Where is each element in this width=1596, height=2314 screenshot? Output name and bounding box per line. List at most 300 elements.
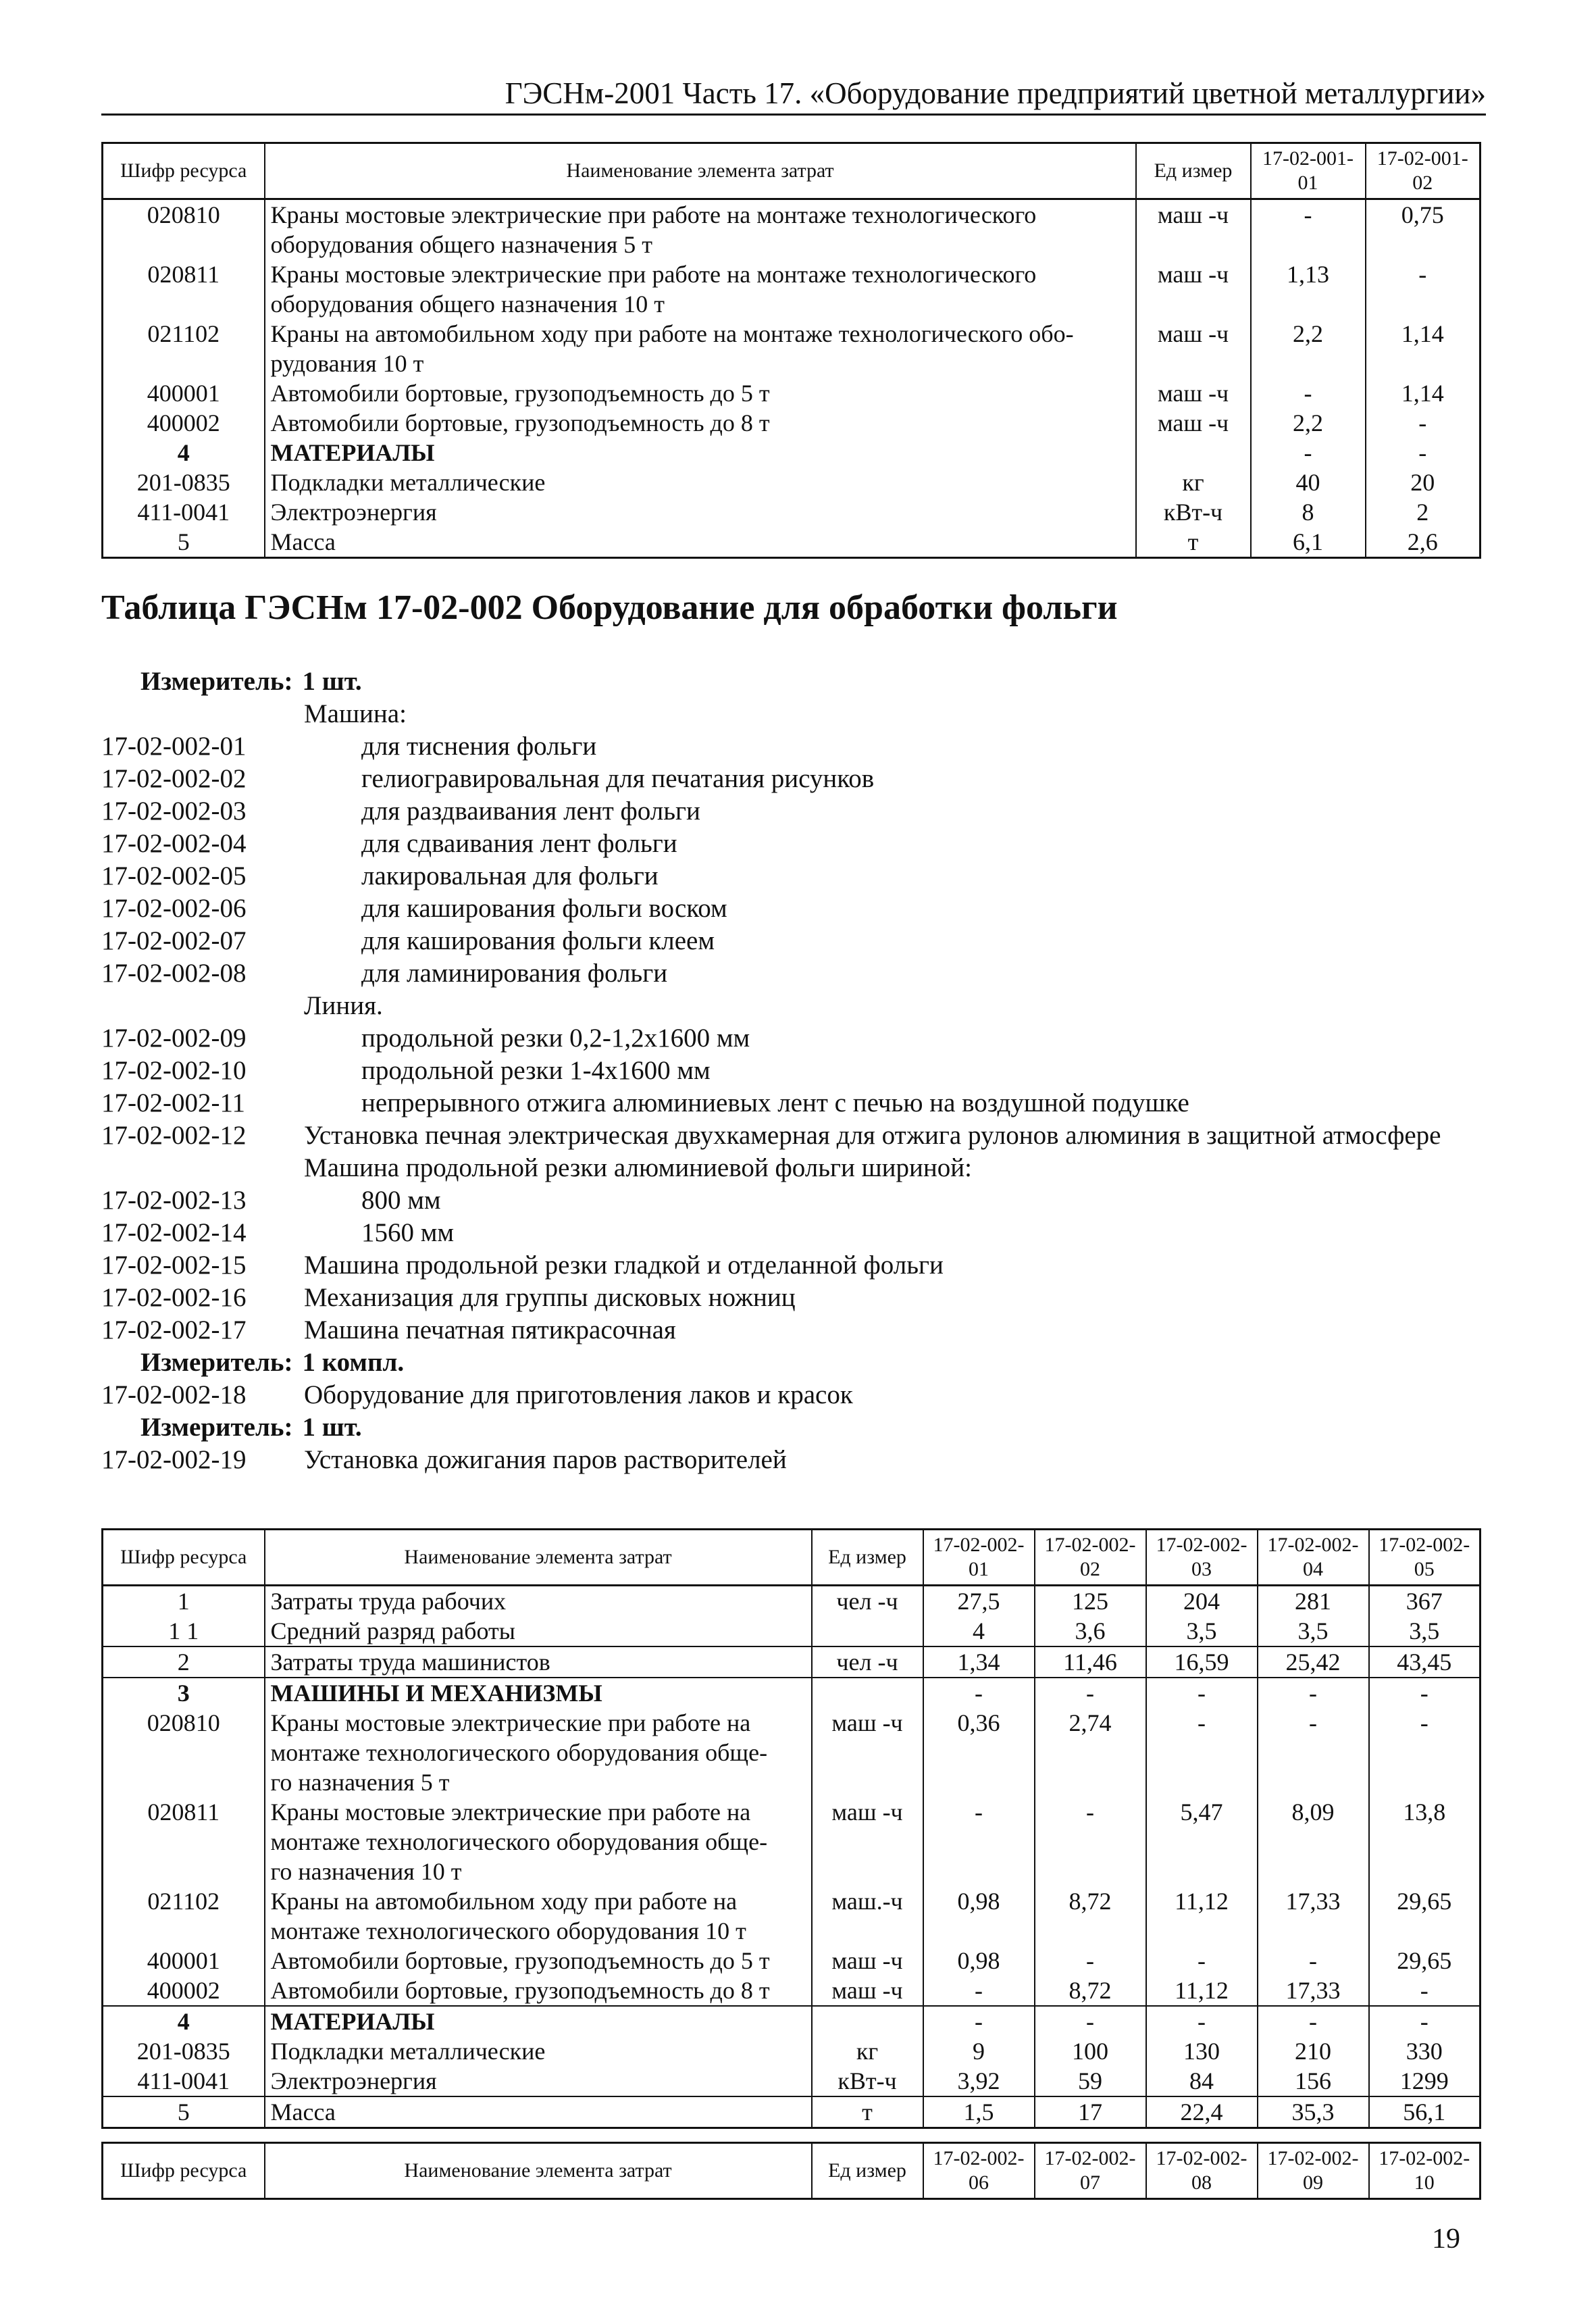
col-norm: 17-02-002-03	[1146, 1530, 1258, 1586]
table-row	[103, 527, 1481, 558]
norm-value: 22,4	[1146, 2096, 1258, 2128]
unit	[812, 1616, 923, 1646]
norm-value: -	[1251, 378, 1366, 408]
resource-code: 020811	[103, 1797, 265, 1886]
unit: т	[812, 2096, 923, 2128]
table-row	[103, 1586, 1481, 1617]
name-line: Краны мостовые электрические при работе на	[270, 1709, 751, 1736]
list-row	[101, 698, 1472, 730]
resource-name	[265, 2066, 812, 2096]
table-row	[103, 1976, 1481, 2006]
norm-value: 17	[1035, 2096, 1146, 2128]
norm-code: 17-02-002-02	[101, 764, 247, 793]
resource-name	[265, 408, 1136, 438]
col-unit: Ед измер	[812, 1530, 923, 1586]
norm-code: 17-02-002-13	[101, 1186, 247, 1215]
resource-table-001	[101, 142, 1481, 559]
table-row	[103, 1678, 1481, 1708]
norm-code: 17-02-002-05	[101, 861, 247, 890]
norm-value: -	[1035, 1797, 1146, 1886]
list-row	[101, 828, 1472, 860]
norm-value: 29,65	[1369, 1886, 1481, 1946]
name-line: МАТЕРИАЛЫ	[270, 2008, 435, 2035]
unit	[812, 1678, 923, 1708]
resource-code: 1	[103, 1586, 265, 1617]
col-name: Наименование элемента затрат	[265, 143, 1136, 199]
norm-value: 56,1	[1369, 2096, 1481, 2128]
norm-value: 2,74	[1035, 1708, 1146, 1797]
resource-code: 400002	[103, 1976, 265, 2006]
unit: чел -ч	[812, 1646, 923, 1678]
norm-value: 1,5	[923, 2096, 1035, 2128]
col-norm: 17-02-002-05	[1369, 1530, 1481, 1586]
unit: чел -ч	[812, 1586, 923, 1617]
norm-title: гелиогравировальная для печатания рисунков	[361, 764, 875, 793]
measure-label: Измеритель:	[140, 1348, 293, 1377]
table-row	[103, 1616, 1481, 1646]
col-norm: 17-02-002-01	[923, 1530, 1035, 1586]
norm-value: -	[923, 2006, 1035, 2036]
resource-code: 021102	[103, 319, 265, 378]
norm-code: 17-02-002-09	[101, 1024, 247, 1053]
resource-name	[265, 199, 1136, 260]
resource-table-002a	[101, 1528, 1481, 2129]
name-line: Масса	[270, 528, 336, 555]
norm-value: -	[1146, 2006, 1258, 2036]
table-row	[103, 497, 1481, 527]
list-row	[101, 730, 1472, 763]
norm-value: 281	[1258, 1586, 1369, 1617]
norm-title: 1560 мм	[361, 1218, 455, 1247]
col-norm: 17-02-002-04	[1258, 1530, 1369, 1586]
norm-value: 13,8	[1369, 1797, 1481, 1886]
unit	[1136, 438, 1251, 468]
col-norm: 17-02-002-09	[1258, 2143, 1369, 2199]
unit: кг	[1136, 468, 1251, 497]
name-line: го назначения 5 т	[270, 1769, 450, 1796]
resource-name	[265, 1646, 812, 1678]
col-code: Шифр ресурса	[103, 143, 265, 199]
group-heading: Линия.	[304, 991, 383, 1020]
norm-value: -	[923, 1797, 1035, 1886]
norm-value: 11,12	[1146, 1976, 1258, 2006]
col-name: Наименование элемента затрат	[265, 2143, 812, 2199]
norm-value: -	[1369, 1708, 1481, 1797]
resource-code: 020810	[103, 1708, 265, 1797]
table-row	[103, 199, 1481, 260]
norm-value: 0,98	[923, 1946, 1035, 1976]
norm-code: 17-02-002-17	[101, 1315, 247, 1344]
resource-code: 1 1	[103, 1616, 265, 1646]
table-row	[103, 2066, 1481, 2096]
name-line: монтаже технологического оборудования обще-	[270, 1739, 768, 1766]
norm-value: 156	[1258, 2066, 1369, 2096]
list-row	[101, 925, 1472, 957]
norm-code: 17-02-002-15	[101, 1251, 247, 1280]
norm-value: 100	[1035, 2036, 1146, 2066]
norm-value: -	[1369, 1976, 1481, 2006]
norm-value: 43,45	[1369, 1646, 1481, 1678]
resource-code: 020811	[103, 259, 265, 319]
resource-name	[265, 497, 1136, 527]
norm-value: 6,1	[1251, 527, 1366, 558]
table-row	[103, 1797, 1481, 1886]
norm-value: 0,75	[1366, 199, 1481, 260]
norm-value: 20	[1366, 468, 1481, 497]
list-row	[101, 860, 1472, 892]
norm-value: -	[1258, 1708, 1369, 1797]
norm-value: 2,2	[1251, 319, 1366, 378]
table-row	[103, 2006, 1481, 2036]
list-row	[101, 1217, 1472, 1249]
unit: кВт-ч	[812, 2066, 923, 2096]
resource-name	[265, 1976, 812, 2006]
table-row	[103, 2036, 1481, 2066]
norm-value: -	[1251, 438, 1366, 468]
table-row	[103, 408, 1481, 438]
measure-value: 1 шт.	[302, 1413, 362, 1442]
list-row	[101, 763, 1472, 795]
col-norm: 17-02-002-02	[1035, 1530, 1146, 1586]
norm-title: Машина печатная пятикрасочная	[304, 1315, 676, 1344]
norm-value: 210	[1258, 2036, 1369, 2066]
measure-value: 1 компл.	[302, 1348, 405, 1377]
resource-code: 400001	[103, 1946, 265, 1976]
norm-title: продольной резки 0,2-1,2х1600 мм	[361, 1024, 750, 1053]
list-row	[101, 1379, 1472, 1411]
resource-name	[265, 378, 1136, 408]
norm-value: 367	[1369, 1586, 1481, 1617]
col-code: Шифр ресурса	[103, 2143, 265, 2199]
list-row	[101, 1314, 1472, 1347]
unit: маш -ч	[1136, 378, 1251, 408]
norm-value: 2,2	[1251, 408, 1366, 438]
norm-value: 8,72	[1035, 1886, 1146, 1946]
name-line: Краны мостовые электрические при работе на монтаже технологического	[270, 261, 1037, 288]
norm-value: 25,42	[1258, 1646, 1369, 1678]
norm-value: 1299	[1369, 2066, 1481, 2096]
list-row	[101, 1022, 1472, 1055]
list-row	[101, 665, 1472, 698]
list-row	[101, 1055, 1472, 1087]
norm-code: 17-02-002-18	[101, 1380, 247, 1409]
norm-code: 17-02-002-12	[101, 1121, 247, 1150]
name-line: го назначения 10 т	[270, 1858, 462, 1885]
norm-value: 27,5	[923, 1586, 1035, 1617]
norm-value: 330	[1369, 2036, 1481, 2066]
norm-value: 8	[1251, 497, 1366, 527]
norm-code: 17-02-002-06	[101, 894, 247, 923]
norm-value: -	[923, 1976, 1035, 2006]
norm-value: 125	[1035, 1586, 1146, 1617]
norm-title: 800 мм	[361, 1186, 441, 1215]
page-number: 19	[1432, 2223, 1460, 2255]
norm-code: 17-02-002-14	[101, 1218, 247, 1247]
unit: кВт-ч	[1136, 497, 1251, 527]
norm-code: 17-02-002-10	[101, 1056, 247, 1085]
resource-code: 4	[103, 2006, 265, 2036]
col-unit: Ед измер	[1136, 143, 1251, 199]
norm-value: -	[1258, 1946, 1369, 1976]
col-code: Шифр ресурса	[103, 1530, 265, 1586]
norm-title: для раздваивания лент фольги	[361, 797, 700, 826]
norm-value: 3,5	[1369, 1616, 1481, 1646]
norm-title: для ламинирования фольги	[361, 959, 668, 988]
norm-title: Механизация для группы дисковых ножниц	[304, 1283, 796, 1312]
table-row	[103, 2096, 1481, 2128]
norm-title: лакировальная для фольги	[361, 861, 659, 890]
norm-value: 3,92	[923, 2066, 1035, 2096]
norm-title: Машина продольной резки гладкой и отделанной фольги	[304, 1251, 944, 1280]
norm-title: для сдваивания лент фольги	[361, 829, 677, 858]
table-row	[103, 319, 1481, 378]
norm-value: 204	[1146, 1586, 1258, 1617]
section-title: Таблица ГЭСНм 17-02-002 Оборудование для обработки фольги	[101, 588, 1118, 627]
resource-name	[265, 259, 1136, 319]
norm-value: 0,36	[923, 1708, 1035, 1797]
norm-value: 3,5	[1146, 1616, 1258, 1646]
name-line: МАШИНЫ И МЕХАНИЗМЫ	[270, 1680, 602, 1707]
resource-code: 020810	[103, 199, 265, 260]
resource-name	[265, 527, 1136, 558]
norm-code: 17-02-002-03	[101, 797, 247, 826]
list-row	[101, 1152, 1472, 1184]
resource-code: 3	[103, 1678, 265, 1708]
norm-title: Установка печная электрическая двухкамерная для отжига рулонов алюминия в защитной атмосфере	[304, 1121, 1441, 1150]
norm-value: 3,6	[1035, 1616, 1146, 1646]
resource-name	[265, 438, 1136, 468]
norm-value: 29,65	[1369, 1946, 1481, 1976]
norm-value: -	[923, 1678, 1035, 1708]
name-line: Затраты труда рабочих	[270, 1588, 507, 1615]
norm-code: 17-02-002-08	[101, 959, 247, 988]
name-line: Электроэнергия	[270, 2067, 437, 2094]
norm-value: -	[1369, 2006, 1481, 2036]
name-line: Автомобили бортовые, грузоподъемность до 5 т	[270, 380, 770, 407]
norm-value: 1,34	[923, 1646, 1035, 1678]
norm-title: непрерывного отжига алюминиевых лент с печью на воздушной подушке	[361, 1088, 1189, 1117]
name-line: оборудования общего назначения 10 т	[270, 291, 665, 318]
name-line: Подкладки металлические	[270, 2038, 546, 2065]
norm-title: Установка дожигания паров растворителей	[304, 1445, 787, 1474]
norm-value: -	[1258, 1678, 1369, 1708]
group-heading: Машина:	[304, 699, 407, 728]
name-line: Краны на автомобильном ходу при работе на	[270, 1888, 738, 1915]
norm-value: 40	[1251, 468, 1366, 497]
resource-code: 411-0041	[103, 2066, 265, 2096]
col-norm: 17-02-002-10	[1369, 2143, 1481, 2199]
resource-name	[265, 1678, 812, 1708]
list-row	[101, 1087, 1472, 1120]
unit: т	[1136, 527, 1251, 558]
name-line: Автомобили бортовые, грузоподъемность до 5 т	[270, 1947, 770, 1974]
resource-code: 5	[103, 527, 265, 558]
name-line: Краны мостовые электрические при работе на монтаже технологического	[270, 201, 1037, 228]
list-row	[101, 1120, 1472, 1152]
norm-value: 5,47	[1146, 1797, 1258, 1886]
col-norm: 17-02-002-08	[1146, 2143, 1258, 2199]
norm-value: 1,14	[1366, 319, 1481, 378]
norm-value: 4	[923, 1616, 1035, 1646]
norm-title: для каширования фольги клеем	[361, 926, 715, 955]
resource-code: 400002	[103, 408, 265, 438]
norm-value: -	[1146, 1678, 1258, 1708]
measure-value: 1 шт.	[302, 667, 362, 696]
col-norm: 17-02-002-06	[923, 2143, 1035, 2199]
name-line: Затраты труда машинистов	[270, 1649, 550, 1676]
table-row	[103, 1946, 1481, 1976]
resource-code: 2	[103, 1646, 265, 1678]
resource-name	[265, 2096, 812, 2128]
col-norm: 17-02-001-02	[1366, 143, 1481, 199]
list-row	[101, 795, 1472, 828]
name-line: Автомобили бортовые, грузоподъемность до 8 т	[270, 409, 770, 436]
norm-code: 17-02-002-11	[101, 1088, 246, 1117]
norm-code: 17-02-002-16	[101, 1283, 247, 1312]
name-line: Масса	[270, 2098, 336, 2126]
norm-value: -	[1035, 2006, 1146, 2036]
list-row	[101, 892, 1472, 925]
table-row	[103, 438, 1481, 468]
list-row	[101, 1347, 1472, 1379]
name-line: Автомобили бортовые, грузоподъемность до 8 т	[270, 1977, 770, 2004]
unit: маш -ч	[812, 1976, 923, 2006]
table-row	[103, 259, 1481, 319]
norm-title: продольной резки 1-4х1600 мм	[361, 1056, 711, 1085]
norm-title: для каширования фольги воском	[361, 894, 727, 923]
resource-name	[265, 1886, 812, 1946]
unit: маш -ч	[812, 1946, 923, 1976]
norm-value: -	[1366, 438, 1481, 468]
name-line: Средний разряд работы	[270, 1617, 515, 1644]
resource-name	[265, 2036, 812, 2066]
measure-label: Измеритель:	[140, 667, 293, 696]
unit: маш -ч	[812, 1708, 923, 1797]
norm-value: -	[1146, 1946, 1258, 1976]
running-header: ГЭСНм-2001 Часть 17. «Оборудование предприятий цветной металлургии»	[101, 76, 1486, 116]
norm-code: 17-02-002-04	[101, 829, 247, 858]
norm-value: 3,5	[1258, 1616, 1369, 1646]
norm-value: 16,59	[1146, 1646, 1258, 1678]
norm-list	[101, 665, 1472, 1476]
resource-name	[265, 1586, 812, 1617]
table-row	[103, 1708, 1481, 1797]
norm-code: 17-02-002-01	[101, 732, 247, 761]
norm-value: 17,33	[1258, 1886, 1369, 1946]
resource-code: 201-0835	[103, 2036, 265, 2066]
name-line: МАТЕРИАЛЫ	[270, 439, 435, 466]
col-norm: 17-02-002-07	[1035, 2143, 1146, 2199]
name-line: монтаже технологического оборудования 10 т	[270, 1917, 746, 1944]
col-name: Наименование элемента затрат	[265, 1530, 812, 1586]
name-line: монтаже технологического оборудования обще-	[270, 1828, 768, 1855]
resource-code: 201-0835	[103, 468, 265, 497]
resource-name	[265, 1797, 812, 1886]
norm-value: -	[1035, 1678, 1146, 1708]
resource-table-002b	[101, 2142, 1481, 2200]
unit: маш -ч	[1136, 199, 1251, 260]
resource-code: 4	[103, 438, 265, 468]
norm-title: Оборудование для приготовления лаков и красок	[304, 1380, 853, 1409]
name-line: оборудования общего назначения 5 т	[270, 231, 653, 258]
unit: маш -ч	[1136, 408, 1251, 438]
norm-value: 1,14	[1366, 378, 1481, 408]
norm-value: -	[1146, 1708, 1258, 1797]
name-line: Краны мостовые электрические при работе на	[270, 1799, 751, 1826]
norm-value: 1,13	[1251, 259, 1366, 319]
norm-code: 17-02-002-19	[101, 1445, 247, 1474]
list-row	[101, 957, 1472, 990]
resource-code: 021102	[103, 1886, 265, 1946]
resource-code: 5	[103, 2096, 265, 2128]
name-line: Подкладки металлические	[270, 469, 546, 496]
norm-value: -	[1035, 1946, 1146, 1976]
unit: маш -ч	[1136, 259, 1251, 319]
col-norm: 17-02-001-01	[1251, 143, 1366, 199]
name-line: Краны на автомобильном ходу при работе на монтаже технологического обо-	[270, 320, 1074, 347]
measure-label: Измеритель:	[140, 1413, 293, 1442]
norm-value: -	[1369, 1678, 1481, 1708]
norm-value: 84	[1146, 2066, 1258, 2096]
norm-value: 2	[1366, 497, 1481, 527]
norm-value: 59	[1035, 2066, 1146, 2096]
col-unit: Ед измер	[812, 2143, 923, 2199]
unit: маш -ч	[812, 1797, 923, 1886]
list-row	[101, 990, 1472, 1022]
norm-value: 8,09	[1258, 1797, 1369, 1886]
norm-value: 8,72	[1035, 1976, 1146, 2006]
group-heading: Машина продольной резки алюминиевой фольги шириной:	[304, 1153, 972, 1182]
table-row	[103, 468, 1481, 497]
list-row	[101, 1411, 1472, 1444]
resource-name	[265, 1616, 812, 1646]
norm-value: -	[1251, 199, 1366, 260]
resource-name	[265, 2006, 812, 2036]
list-row	[101, 1184, 1472, 1217]
list-row	[101, 1282, 1472, 1314]
norm-value: 2,6	[1366, 527, 1481, 558]
resource-name	[265, 1946, 812, 1976]
norm-value: 9	[923, 2036, 1035, 2066]
unit: маш -ч	[1136, 319, 1251, 378]
resource-name	[265, 468, 1136, 497]
name-line: Электроэнергия	[270, 499, 437, 526]
table-row	[103, 1646, 1481, 1678]
resource-code: 411-0041	[103, 497, 265, 527]
table-row	[103, 378, 1481, 408]
norm-value: 0,98	[923, 1886, 1035, 1946]
name-line: рудования 10 т	[270, 350, 424, 377]
norm-value: 35,3	[1258, 2096, 1369, 2128]
list-row	[101, 1444, 1472, 1476]
norm-value: 17,33	[1258, 1976, 1369, 2006]
norm-title: для тиснения фольги	[361, 732, 597, 761]
unit: маш.-ч	[812, 1886, 923, 1946]
norm-value: -	[1258, 2006, 1369, 2036]
list-row	[101, 1249, 1472, 1282]
resource-name	[265, 1708, 812, 1797]
norm-value: 11,12	[1146, 1886, 1258, 1946]
norm-value: -	[1366, 408, 1481, 438]
norm-value: 130	[1146, 2036, 1258, 2066]
resource-name	[265, 319, 1136, 378]
unit: кг	[812, 2036, 923, 2066]
norm-code: 17-02-002-07	[101, 926, 247, 955]
resource-code: 400001	[103, 378, 265, 408]
unit	[812, 2006, 923, 2036]
table-row	[103, 1886, 1481, 1946]
norm-value: -	[1366, 259, 1481, 319]
